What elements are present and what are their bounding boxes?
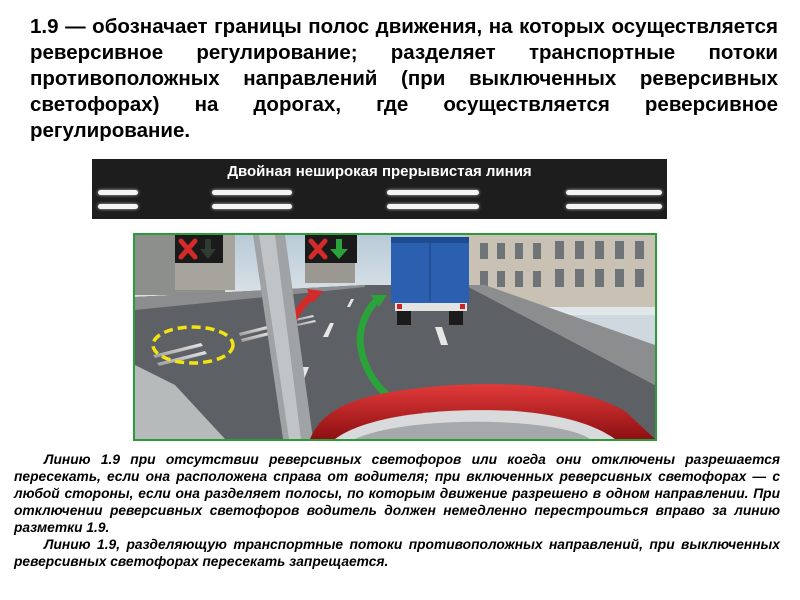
paragraph-crossing-rules: Линию 1.9 при отсутствии реверсивных светофоров или когда они отключены разрешается пересекать, если она расположена справа от водителя; при включенных реверсивных светофорах — с любой стороны, если она разделяет полосы, по которым движение разрешено в одном направлении. При отключении реверсивных светофоров водитель должен немедленно перестроиться вправо за линию разметки 1.9. bbox=[14, 452, 780, 535]
road-scene bbox=[135, 235, 655, 439]
marking-dash bbox=[212, 190, 292, 195]
marking-dash bbox=[566, 190, 662, 195]
marking-dash bbox=[387, 190, 479, 195]
marking-dash bbox=[212, 204, 292, 209]
reversible-traffic-signal-left bbox=[175, 235, 223, 263]
marking-dash bbox=[566, 204, 662, 209]
marking-title: Двойная неширокая прерывистая линия bbox=[227, 163, 532, 180]
marking-dash bbox=[387, 204, 479, 209]
road-marking-banner bbox=[92, 159, 667, 219]
marking-dash bbox=[98, 190, 138, 195]
explanation-text bbox=[14, 451, 780, 570]
paragraph-crossing-prohibited: Линию 1.9, разделяющую транспортные потоки противоположных направлений, при выключенных реверсивных светофорах пересекать запрещается. bbox=[14, 537, 780, 569]
marking-dash bbox=[98, 204, 138, 209]
reversible-lane-illustration bbox=[133, 233, 657, 441]
reversible-traffic-signal-center bbox=[305, 235, 357, 263]
page-heading: 1.9 — обозначает границы полос движения, на которых осуществляется реверсивное регулирование; разделяет транспортные потоки противоположных направлений (при выключенных реверсивных светофорах) на дорогах, где осуществляется реверсивное регулирование. bbox=[30, 15, 778, 142]
